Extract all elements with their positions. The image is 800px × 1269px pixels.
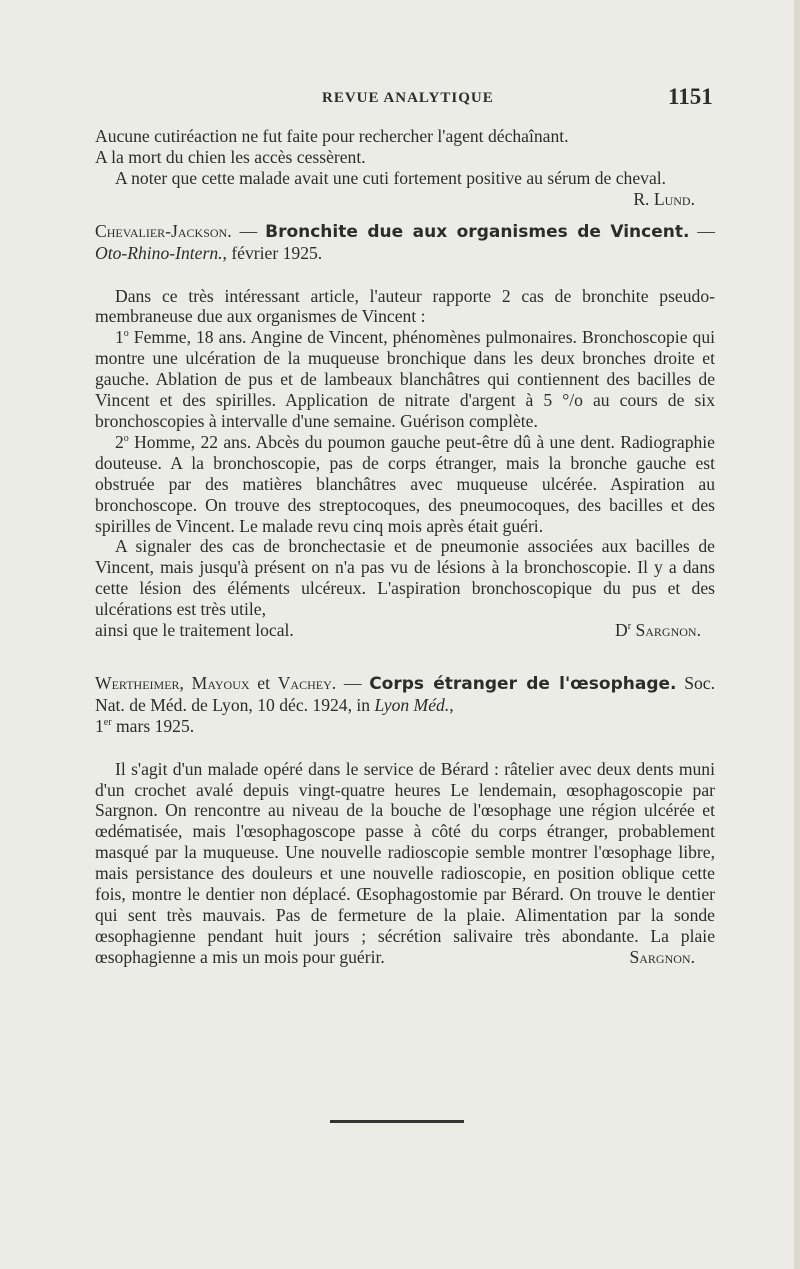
prior-paragraph-2 bbox=[95, 167, 715, 209]
review2-text: Il s'agit d'un malade opéré dans le service de Bérard : râtelier avec deux dents muni d'un crochet avalé depuis vingt-quatre heures Le lendemain, œsophagoscopie par Sargnon. On rencontre au niveau de la bouche de l'œsophage une région ulcérée et œdématisée, mais l'œsophagoscope passe à côté du corps étranger, probablement masqué par la muqueuse. Une nouvelle radioscopie semble montrer l'œsophage libre, mais persistance des douleurs et une nouvelle radioscopie, en position oblique cette fois, montre le dentier non déplacé. Œsophagostomie par Bérard. On trouve le dentier qui sent très mauvais. Pas de fermeture de la plaie. Alimentation par la sonde œsophagienne pendant huit jours ; sécrétion salivaire très abondante. La plaie œsophagienne a mis un mois pour guérir. bbox=[95, 758, 715, 967]
review2-source-pre: Soc. Nat. de Méd. de Lyon, 10 déc. 1924, in bbox=[95, 672, 715, 715]
review1-intro: Dans ce très intéressant article, l'auteur rapporte 2 cas de bronchite pseudo-membraneuse due aux organismes de Vincent : bbox=[95, 285, 715, 327]
review1-closing-line bbox=[95, 620, 715, 641]
review1-heading bbox=[95, 221, 715, 264]
signature-prefix: D bbox=[615, 620, 628, 641]
review2-comma: , bbox=[449, 694, 454, 715]
review1-case2 bbox=[95, 432, 715, 537]
review2-title: Corps étranger de l'œsophage. bbox=[369, 673, 677, 694]
prior-paragraph-1 bbox=[95, 126, 715, 168]
review1-title: Bronchite due aux organismes de Vincent. bbox=[265, 221, 690, 242]
review2-and: et bbox=[249, 672, 278, 693]
review1-signature bbox=[615, 620, 701, 641]
running-title: REVUE ANALYTIQUE bbox=[322, 90, 494, 106]
prior-signature: R. Lund. bbox=[633, 188, 695, 209]
review2-authors-b: Vachey. bbox=[277, 672, 337, 693]
case2-number: 2 bbox=[115, 431, 124, 452]
review1-closing-text: ainsi que le traitement local. bbox=[95, 620, 294, 641]
review1-case1 bbox=[95, 327, 715, 432]
case2-text: Homme, 22 ans. Abcès du poumon gauche peut-être dû à une dent. Radiographie douteuse. A la bronchoscopie, pas de corps étranger, mais la bronche gauche est obstruée par des matières blanchâtres avec muqueuse ulcérée. Aspiration au bronchoscope. On trouve des streptocoques, des pneumocoques, des bacilles et des spirilles de Vincent. Le malade revu cinq mois après était guéri. bbox=[95, 431, 715, 536]
review1-conclusion: A signaler des cas de bronchectasie et de pneumonie associées aux bacilles de Vincent, mais jusqu'à présent on n'a pas vu de lésions à la bronchoscopie. Il y a dans cette lésion des éléments ulcéreux. L'aspiration bronchoscopique du pus et des ulcérations est très utile, bbox=[95, 536, 715, 620]
case1-number: 1 bbox=[115, 327, 124, 348]
review2-date-num: 1 bbox=[95, 715, 104, 736]
review2-date-sup: er bbox=[103, 716, 112, 728]
review1-dash2: — bbox=[689, 220, 715, 241]
case1-text: Femme, 18 ans. Angine de Vincent, phénomènes pulmonaires. Bronchoscopie qui montre une ulcération de la muqueuse bronchique dans les deux bronches droite et gauche. Ablation de pus et de lambeaux blanchâtres qui contiennent des bacilles de Vincent et des spirilles. Application de nitrate d'argent à 5 °/o au cours de six bronchoscopies à intervalle d'une semaine. Guérison complète. bbox=[95, 327, 715, 431]
signature-name: Sargnon. bbox=[631, 620, 701, 641]
review2-authors-a: Wertheimer, Mayoux bbox=[95, 672, 250, 693]
review2-date-rest: mars 1925. bbox=[111, 715, 195, 736]
review2-signature: Sargnon. bbox=[629, 946, 695, 967]
section-divider bbox=[330, 1120, 464, 1123]
review1-authors: Chevalier-Jackson. bbox=[95, 220, 232, 241]
signature-sup: r bbox=[627, 621, 632, 633]
case2-ordinal: o bbox=[123, 433, 129, 445]
review2-dash: — bbox=[336, 672, 370, 693]
page-number: 1151 bbox=[668, 84, 713, 109]
prior-line-1: Aucune cutiréaction ne fut faite pour rechercher l'agent déchaînant. bbox=[95, 126, 569, 146]
review2-heading bbox=[95, 673, 715, 737]
review1-date: , février 1925. bbox=[222, 242, 323, 263]
page-content bbox=[95, 126, 715, 968]
page-header bbox=[0, 86, 800, 116]
review2-body bbox=[95, 759, 715, 968]
review1-source: Oto-Rhino-Intern. bbox=[95, 242, 223, 263]
prior-line-2: A la mort du chien les accès cessèrent. bbox=[95, 146, 366, 167]
review1-dash: — bbox=[231, 220, 266, 241]
case1-ordinal: o bbox=[123, 328, 129, 340]
review2-journal: Lyon Méd. bbox=[374, 694, 450, 715]
prior-note: A noter que cette malade avait une cuti fortement positive au sérum de cheval. bbox=[115, 167, 667, 188]
